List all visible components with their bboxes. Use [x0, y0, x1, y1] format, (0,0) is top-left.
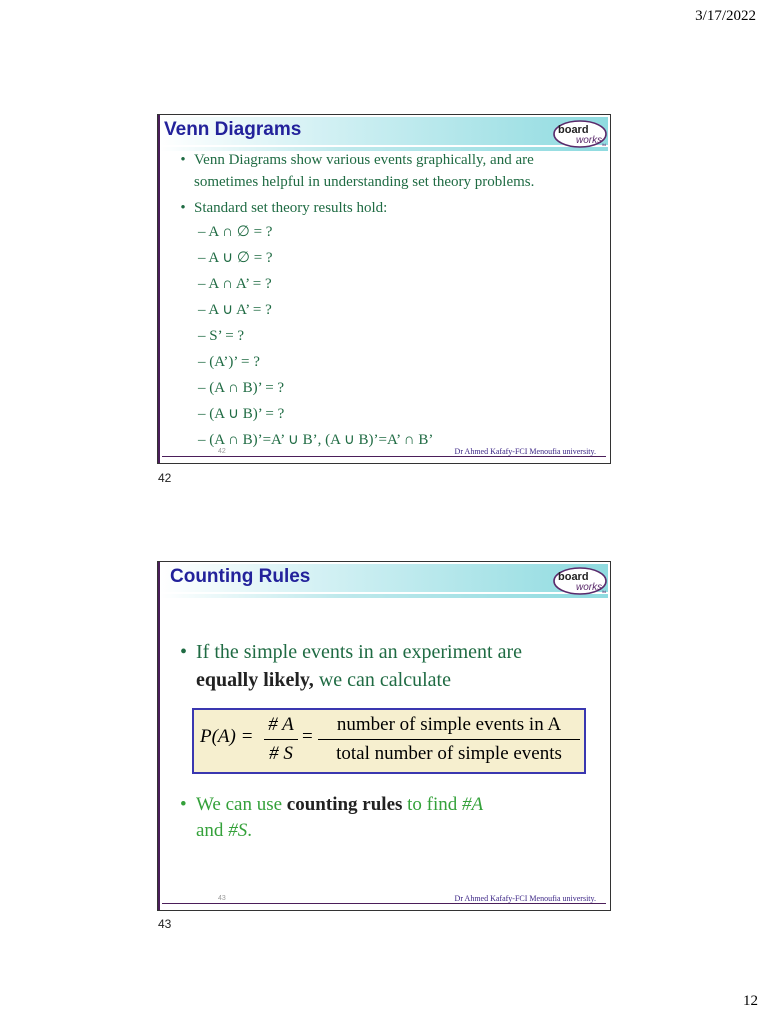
fraction-count: [264, 714, 298, 765]
page-date: 3/17/2022: [695, 8, 756, 24]
bullet-text-end: .: [247, 820, 252, 841]
slide-counting-rules: [157, 561, 611, 911]
sub-item: – (A ∪ B)’ = ?: [198, 406, 285, 422]
bullet-text-italic: #S: [228, 820, 248, 841]
bullet-item: • Standard set theory results hold:: [172, 197, 600, 219]
slide-title: Counting Rules: [170, 566, 311, 587]
slide-label: 43: [158, 917, 172, 931]
bullet-text-bold: counting rules: [286, 794, 403, 815]
sub-item: – (A ∩ B)’=A’ ∪ B’, (A ∪ B)’=A’ ∩ B’: [198, 432, 434, 448]
logo-line2: works: [576, 135, 603, 146]
logo-line1: board: [558, 124, 589, 136]
sub-item: – S’ = ?: [198, 328, 245, 344]
fraction-denominator: total number of simple events: [336, 743, 562, 764]
slide-footer: [162, 445, 606, 461]
sub-item: – A ∪ A’ = ?: [198, 302, 272, 318]
bullet-text: Venn Diagrams show various events graphically, and are sometimes helpful in understanding set theory problems.: [194, 152, 535, 190]
bullet-text: Standard set theory results hold:: [194, 200, 388, 216]
footer-credit: Dr Ahmed Kafafy-FCI Menoufia university.: [454, 447, 596, 456]
logo-line2: works: [576, 582, 603, 593]
slide-title: Venn Diagrams: [164, 119, 302, 140]
sub-item: – A ∪ ∅ = ?: [198, 250, 273, 266]
slide-label: 42: [158, 471, 172, 485]
bullet-text-mid: to find: [407, 794, 458, 815]
page-number: 12: [743, 993, 758, 1009]
bullet-text-post: we can calculate: [318, 669, 451, 691]
sub-item: – A ∩ ∅ = ?: [198, 224, 273, 240]
bullet-item: • If the simple events in an experiment are equally likely, we can calculate: [180, 641, 522, 691]
fraction-denominator: # S: [269, 743, 293, 764]
probability-formula: [192, 708, 586, 774]
footer-rule: [162, 456, 606, 457]
bullet-text-bold: equally likely,: [196, 669, 314, 691]
bullet-text-pre: If the simple events in an experiment are: [196, 641, 522, 663]
boardworks-logo-icon: [552, 566, 608, 596]
fraction-numerator: number of simple events in A: [336, 714, 562, 735]
formula-equals: =: [302, 726, 313, 747]
sub-item: – (A’)’ = ?: [198, 354, 260, 370]
logo-suffix: ltd: [602, 589, 607, 594]
formula-lhs: P(A) =: [200, 726, 254, 747]
fraction-numerator: # A: [268, 714, 294, 735]
slide-left-border: [158, 562, 160, 910]
bullet-text-pre: We can use: [196, 794, 283, 815]
bullet-text-and: and: [196, 820, 224, 841]
boardworks-logo-icon: [552, 119, 608, 149]
footer-slide-number: 43: [218, 895, 226, 902]
fraction-words: [318, 714, 580, 765]
slide-footer: [162, 892, 606, 908]
logo-line1: board: [558, 571, 589, 583]
slide-left-border: [158, 115, 160, 463]
logo-suffix: ltd: [602, 142, 607, 147]
footer-slide-number: 42: [218, 448, 226, 455]
bullet-text-italic: #A: [462, 794, 484, 815]
bullet-item: • We can use counting rules to find #A and #S.: [180, 794, 484, 841]
sub-item: – A ∩ A’ = ?: [198, 276, 272, 292]
slide-venn-diagrams: [157, 114, 611, 464]
footer-credit: Dr Ahmed Kafafy-FCI Menoufia university.: [454, 894, 596, 903]
sub-item: – (A ∩ B)’ = ?: [198, 380, 285, 396]
title-rule: [160, 594, 608, 598]
bullet-item: • Venn Diagrams show various events graphically, and are sometimes helpful in understanding set theory problems.: [172, 149, 600, 193]
slide-body: [172, 149, 600, 453]
footer-rule: [162, 903, 606, 904]
